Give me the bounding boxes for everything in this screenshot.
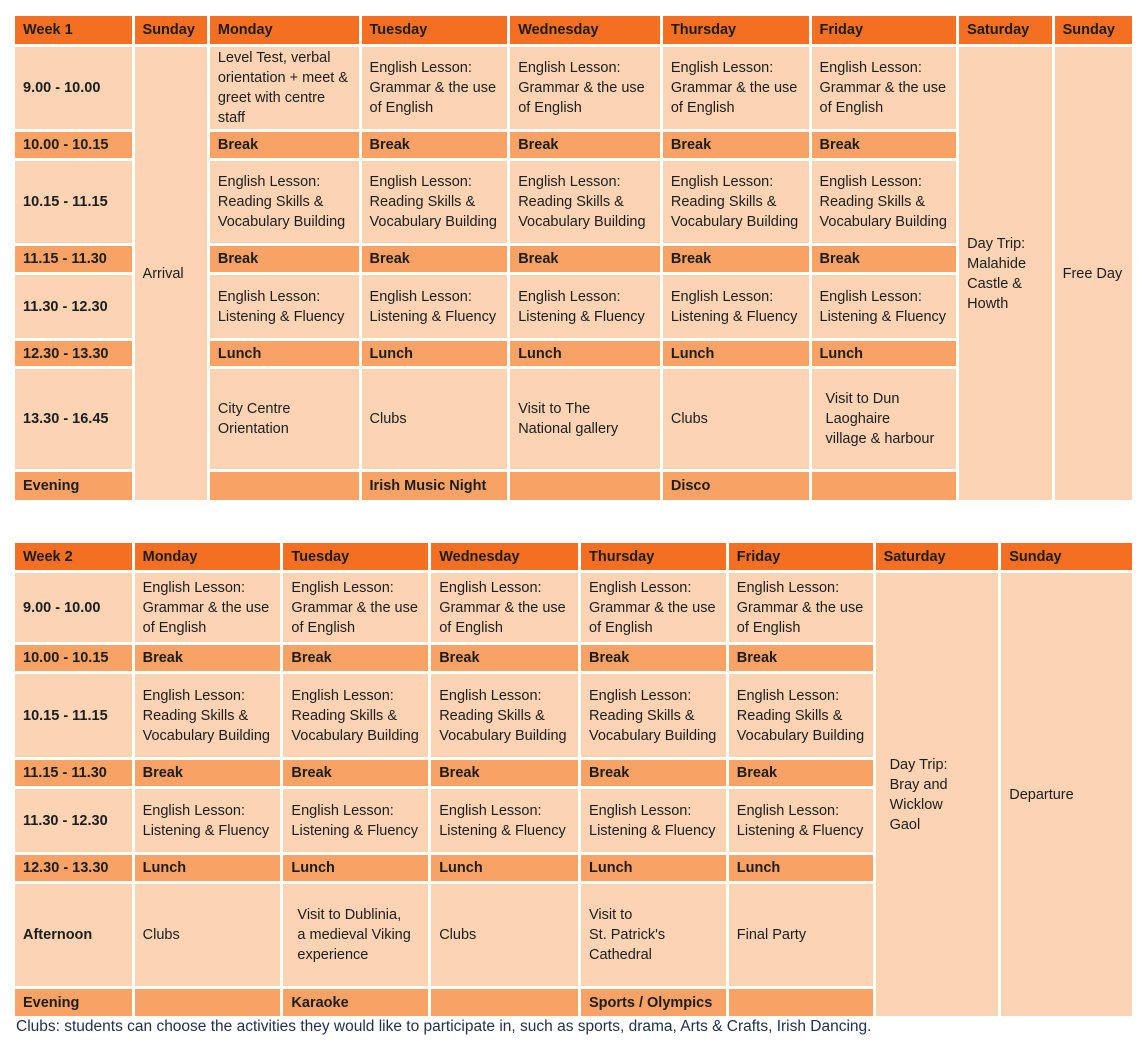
schedule-cell: English Lesson: Grammar & the use of English bbox=[283, 573, 428, 642]
week1-day-friday: Friday bbox=[812, 16, 957, 44]
time-slot: 10.15 - 11.15 bbox=[15, 674, 132, 757]
week2-day-thursday: Thursday bbox=[581, 543, 726, 570]
time-slot: 10.00 - 10.15 bbox=[15, 645, 132, 671]
evening-cell bbox=[210, 472, 359, 500]
schedule-cell: Clubs bbox=[663, 369, 809, 469]
time-slot: 9.00 - 10.00 bbox=[15, 47, 132, 129]
lunch-cell: Lunch bbox=[362, 341, 508, 366]
break-cell: Break bbox=[210, 132, 359, 158]
schedule-cell: English Lesson: Listening & Fluency bbox=[510, 275, 660, 338]
break-cell: Break bbox=[729, 760, 873, 786]
time-slot: 11.30 - 12.30 bbox=[15, 789, 132, 852]
week1-schedule-table bbox=[12, 13, 1135, 503]
free-day-cell: Free Day bbox=[1055, 47, 1132, 500]
break-cell: Break bbox=[663, 132, 809, 158]
schedule-cell: English Lesson: Listening & Fluency bbox=[431, 789, 578, 852]
evening-cell: Irish Music Night bbox=[362, 472, 508, 500]
schedule-cell: English Lesson: Reading Skills & Vocabulary Building bbox=[135, 674, 281, 757]
schedule-cell: Level Test, verbal orientation + meet & greet with centre staff bbox=[210, 47, 359, 129]
schedule-cell: English Lesson: Listening & Fluency bbox=[210, 275, 359, 338]
break-cell: Break bbox=[283, 645, 428, 671]
break-cell: Break bbox=[431, 645, 578, 671]
time-slot: 9.00 - 10.00 bbox=[15, 573, 132, 642]
evening-cell: Disco bbox=[663, 472, 809, 500]
evening-cell bbox=[729, 989, 873, 1016]
evening-cell bbox=[510, 472, 660, 500]
break-cell: Break bbox=[362, 132, 508, 158]
schedule-cell: English Lesson: Grammar & the use of English bbox=[581, 573, 726, 642]
week1-day-sunday: Sunday bbox=[135, 16, 207, 44]
evening-cell bbox=[431, 989, 578, 1016]
time-slot: 11.15 - 11.30 bbox=[15, 760, 132, 786]
lunch-cell: Lunch bbox=[729, 855, 873, 881]
schedule-cell: English Lesson: Listening & Fluency bbox=[135, 789, 281, 852]
schedule-cell: English Lesson: Reading Skills & Vocabulary Building bbox=[581, 674, 726, 757]
schedule-cell: English Lesson: Reading Skills & Vocabulary Building bbox=[663, 161, 809, 243]
break-cell: Break bbox=[431, 760, 578, 786]
week2-day-monday: Monday bbox=[135, 543, 281, 570]
lunch-cell: Lunch bbox=[663, 341, 809, 366]
saturday-day-trip: Day Trip: Bray and Wicklow Gaol bbox=[876, 573, 999, 1016]
lunch-cell: Lunch bbox=[283, 855, 428, 881]
lunch-cell: Lunch bbox=[210, 341, 359, 366]
schedule-cell: Final Party bbox=[729, 884, 873, 986]
schedule-cell: English Lesson: Grammar & the use of English bbox=[362, 47, 508, 129]
schedule-cell: Clubs bbox=[362, 369, 508, 469]
time-slot: Evening bbox=[15, 989, 132, 1016]
break-cell: Break bbox=[663, 246, 809, 272]
schedule-cell: English Lesson: Reading Skills & Vocabulary Building bbox=[431, 674, 578, 757]
schedule-cell: English Lesson: Listening & Fluency bbox=[812, 275, 957, 338]
schedule-cell: English Lesson: Grammar & the use of English bbox=[431, 573, 578, 642]
schedule-cell: Visit to Dublinia, a medieval Viking experience bbox=[283, 884, 428, 986]
schedule-cell: Clubs bbox=[135, 884, 281, 986]
schedule-cell: Visit to The National gallery bbox=[510, 369, 660, 469]
break-cell: Break bbox=[581, 645, 726, 671]
evening-cell bbox=[135, 989, 281, 1016]
week1-label: Week 1 bbox=[15, 16, 132, 44]
schedule-cell: English Lesson: Grammar & the use of English bbox=[812, 47, 957, 129]
schedule-cell: English Lesson: Reading Skills & Vocabulary Building bbox=[362, 161, 508, 243]
week1-day-saturday: Saturday bbox=[959, 16, 1051, 44]
schedule-cell: Visit to St. Patrick's Cathedral bbox=[581, 884, 726, 986]
week1-day-tuesday: Tuesday bbox=[362, 16, 508, 44]
week2-schedule-table bbox=[12, 540, 1135, 1019]
schedule-cell: English Lesson: Listening & Fluency bbox=[729, 789, 873, 852]
break-cell: Break bbox=[283, 760, 428, 786]
break-cell: Break bbox=[729, 645, 873, 671]
time-slot: 12.30 - 13.30 bbox=[15, 341, 132, 366]
departure-cell: Departure bbox=[1001, 573, 1132, 1016]
break-cell: Break bbox=[510, 132, 660, 158]
schedule-cell: English Lesson: Grammar & the use of English bbox=[135, 573, 281, 642]
break-cell: Break bbox=[362, 246, 508, 272]
time-slot: 10.15 - 11.15 bbox=[15, 161, 132, 243]
schedule-cell: English Lesson: Listening & Fluency bbox=[362, 275, 508, 338]
time-slot: 13.30 - 16.45 bbox=[15, 369, 132, 469]
schedule-cell: English Lesson: Listening & Fluency bbox=[283, 789, 428, 852]
schedule-cell: English Lesson: Reading Skills & Vocabulary Building bbox=[729, 674, 873, 757]
week2-day-friday: Friday bbox=[729, 543, 873, 570]
schedule-cell: English Lesson: Grammar & the use of English bbox=[729, 573, 873, 642]
week1-day-sunday-2: Sunday bbox=[1055, 16, 1132, 44]
break-cell: Break bbox=[581, 760, 726, 786]
time-slot: Afternoon bbox=[15, 884, 132, 986]
schedule-cell: English Lesson: Reading Skills & Vocabulary Building bbox=[210, 161, 359, 243]
schedule-cell: English Lesson: Reading Skills & Vocabulary Building bbox=[812, 161, 957, 243]
schedule-cell: Clubs bbox=[431, 884, 578, 986]
week2-day-sunday: Sunday bbox=[1001, 543, 1132, 570]
week1-day-monday: Monday bbox=[210, 16, 359, 44]
break-cell: Break bbox=[812, 132, 957, 158]
time-slot: 12.30 - 13.30 bbox=[15, 855, 132, 881]
arrival-cell: Arrival bbox=[135, 47, 207, 500]
lunch-cell: Lunch bbox=[135, 855, 281, 881]
break-cell: Break bbox=[135, 645, 281, 671]
time-slot: 11.30 - 12.30 bbox=[15, 275, 132, 338]
week2-day-saturday: Saturday bbox=[876, 543, 999, 570]
week2-day-wednesday: Wednesday bbox=[431, 543, 578, 570]
evening-cell: Karaoke bbox=[283, 989, 428, 1016]
lunch-cell: Lunch bbox=[510, 341, 660, 366]
time-slot: Evening bbox=[15, 472, 132, 500]
week1-day-wednesday: Wednesday bbox=[510, 16, 660, 44]
schedule-cell: English Lesson: Listening & Fluency bbox=[663, 275, 809, 338]
schedule-cell: English Lesson: Listening & Fluency bbox=[581, 789, 726, 852]
week2-label: Week 2 bbox=[15, 543, 132, 570]
lunch-cell: Lunch bbox=[581, 855, 726, 881]
lunch-cell: Lunch bbox=[812, 341, 957, 366]
schedule-cell: Visit to Dun Laoghaire village & harbour bbox=[812, 369, 957, 469]
saturday-day-trip: Day Trip: Malahide Castle & Howth bbox=[959, 47, 1051, 500]
lunch-cell: Lunch bbox=[431, 855, 578, 881]
time-slot: 11.15 - 11.30 bbox=[15, 246, 132, 272]
schedule-cell: English Lesson: Grammar & the use of English bbox=[510, 47, 660, 129]
break-cell: Break bbox=[210, 246, 359, 272]
break-cell: Break bbox=[135, 760, 281, 786]
clubs-footnote: Clubs: students can choose the activities they would like to participate in, such as sports, drama, Arts & Crafts, Irish Dancing. bbox=[16, 1018, 872, 1035]
evening-cell bbox=[812, 472, 957, 500]
schedule-cell: English Lesson: Reading Skills & Vocabulary Building bbox=[283, 674, 428, 757]
schedule-cell: City Centre Orientation bbox=[210, 369, 359, 469]
week1-day-thursday: Thursday bbox=[663, 16, 809, 44]
evening-cell: Sports / Olympics bbox=[581, 989, 726, 1016]
break-cell: Break bbox=[812, 246, 957, 272]
schedule-cell: English Lesson: Reading Skills & Vocabulary Building bbox=[510, 161, 660, 243]
schedule-cell: English Lesson: Grammar & the use of English bbox=[663, 47, 809, 129]
break-cell: Break bbox=[510, 246, 660, 272]
time-slot: 10.00 - 10.15 bbox=[15, 132, 132, 158]
week2-day-tuesday: Tuesday bbox=[283, 543, 428, 570]
